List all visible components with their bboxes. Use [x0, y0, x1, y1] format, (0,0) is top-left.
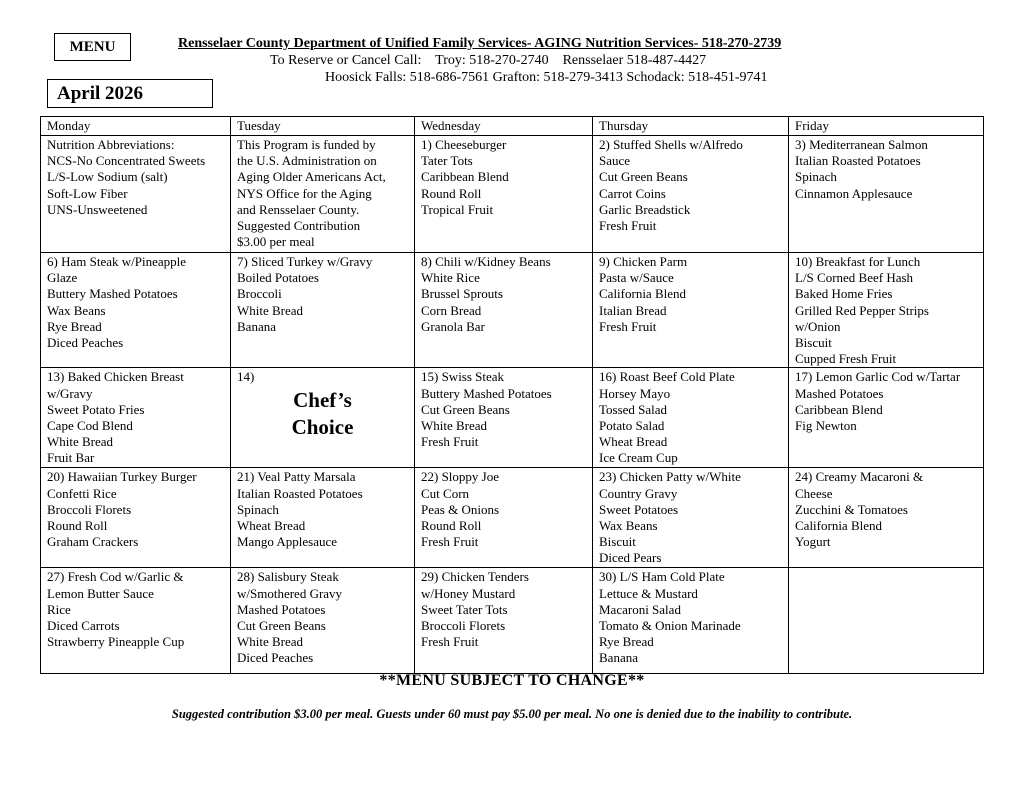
menu-entry-title: 27) Fresh Cod w/Garlic &: [47, 569, 184, 585]
day-cell: [41, 568, 231, 674]
week-row: [41, 368, 984, 468]
day-header: Tuesday: [231, 117, 415, 136]
menu-entry-title: 17) Lemon Garlic Cod w/Tartar: [795, 369, 961, 385]
menu-item: Diced Peaches: [47, 335, 124, 351]
menu-item: Soft-Low Fiber: [47, 185, 128, 201]
menu-item: Broccoli Florets: [421, 618, 506, 634]
contribution-footer: Suggested contribution $3.00 per meal. Guests under 60 must pay $5.00 per meal. No one is denied due to the inability to contribute.: [171, 707, 853, 721]
menu-item: Grilled Red Pepper Strips: [795, 302, 929, 318]
menu-item: Cape Cod Blend: [47, 418, 133, 434]
menu-item: Fresh Fruit: [421, 434, 479, 450]
day-cell: [41, 468, 231, 568]
menu-item: NYS Office for the Aging: [237, 185, 372, 201]
week-row: [41, 253, 984, 368]
menu-entry-title: 7) Sliced Turkey w/Gravy: [237, 254, 373, 269]
day-cell: [593, 136, 789, 253]
menu-item: w/Honey Mustard: [421, 585, 516, 601]
day-cell: [41, 253, 231, 368]
menu-item: Italian Bread: [599, 302, 667, 318]
menu-item: Potato Salad: [599, 418, 665, 434]
day-cell: [789, 568, 984, 674]
header-reserve-line: To Reserve or Cancel Call: Troy: 518-270-2740 Rensselaer 518-487-4427: [270, 53, 707, 68]
menu-item: Fig Newton: [795, 418, 857, 434]
menu-item: UNS-Unsweetened: [47, 201, 148, 217]
day-cell: [41, 368, 231, 468]
day-cell: [789, 136, 984, 253]
chefs-choice-label: Chef’s: [293, 387, 352, 412]
menu-item: Fruit Bar: [47, 450, 95, 466]
menu-item: w/Onion: [795, 318, 841, 334]
day-header: Thursday: [593, 117, 789, 136]
menu-item: w/Smothered Gravy: [237, 585, 343, 601]
menu-item: $3.00 per meal: [237, 234, 315, 250]
menu-item: California Blend: [599, 286, 687, 302]
menu-item: Baked Home Fries: [795, 286, 893, 302]
day-header: Friday: [789, 117, 984, 136]
menu-item: Fresh Fruit: [599, 318, 657, 334]
day-cell: [415, 468, 593, 568]
menu-item: Biscuit: [795, 335, 832, 351]
day-cell: [41, 136, 231, 253]
day-cell: [593, 368, 789, 468]
menu-item: the U.S. Administration on: [237, 153, 377, 169]
menu-item: Brussel Sprouts: [421, 286, 503, 302]
menu-item: Banana: [599, 650, 638, 666]
menu-item: Zucchini & Tomatoes: [795, 501, 908, 517]
day-cell: [231, 368, 415, 468]
menu-item: Fresh Fruit: [421, 534, 479, 550]
menu-entry-title: 30) L/S Ham Cold Plate: [599, 569, 725, 585]
menu-item: Caribbean Blend: [795, 401, 883, 417]
menu-item: White Bread: [421, 418, 488, 434]
day-cell: [415, 136, 593, 253]
menu-item: White Bread: [237, 634, 304, 650]
menu-item: Yogurt: [795, 534, 831, 550]
menu-item: Pasta w/Sauce: [599, 270, 674, 286]
menu-item: Country Gravy: [599, 485, 678, 501]
menu-entry-title: 16) Roast Beef Cold Plate: [599, 369, 735, 385]
menu-entry-title: 8) Chili w/Kidney Beans: [421, 254, 551, 269]
menu-entry-title: 6) Ham Steak w/Pineapple: [47, 254, 186, 269]
menu-entry-title: This Program is funded by: [237, 137, 376, 152]
menu-item: White Bread: [237, 302, 304, 318]
day-header: Monday: [41, 117, 231, 136]
menu-entry-title: 20) Hawaiian Turkey Burger: [47, 469, 197, 485]
menu-item: Lemon Butter Sauce: [47, 585, 154, 601]
menu-item: Cheese: [795, 485, 833, 501]
menu-item: Sweet Potato Fries: [47, 401, 145, 417]
menu-item: Diced Carrots: [47, 618, 120, 634]
menu-item: Aging Older Americans Act,: [237, 169, 386, 185]
month-title: April 2026: [47, 79, 213, 108]
menu-entry-title: 24) Creamy Macaroni &: [795, 469, 924, 485]
menu-calendar: [40, 116, 984, 674]
day-cell: [231, 136, 415, 253]
menu-item: Rye Bread: [47, 318, 102, 334]
menu-item: Cut Green Beans: [599, 169, 688, 185]
menu-entry-title: 29) Chicken Tenders: [421, 569, 529, 585]
menu-item: Spinach: [237, 501, 279, 517]
menu-item: Peas & Onions: [421, 501, 499, 517]
day-cell: [789, 253, 984, 368]
chefs-choice-label: Choice: [291, 414, 354, 439]
menu-item: Buttery Mashed Potatoes: [47, 286, 178, 302]
menu-item: Diced Pears: [599, 550, 662, 566]
menu-item: and Rensselaer County.: [237, 201, 360, 217]
menu-item: Cut Green Beans: [421, 401, 510, 417]
day-cell: [415, 368, 593, 468]
menu-entry-title: 15) Swiss Steak: [421, 369, 505, 385]
week-row: [41, 468, 984, 568]
menu-item: Garlic Breadstick: [599, 201, 691, 217]
menu-item: Round Roll: [421, 518, 482, 534]
menu-item: Ice Cream Cup: [599, 450, 678, 466]
menu-item: Tater Tots: [421, 153, 473, 169]
menu-item: Granola Bar: [421, 318, 485, 334]
menu-item: Wheat Bread: [237, 518, 306, 534]
menu-item: California Blend: [795, 518, 883, 534]
day-header-row: [41, 117, 984, 136]
menu-item: Lettuce & Mustard: [599, 585, 698, 601]
day-cell: [789, 368, 984, 468]
menu-entry-title: 23) Chicken Patty w/White: [599, 469, 741, 485]
menu-entry-title: Nutrition Abbreviations:: [47, 137, 175, 152]
menu-item: Tossed Salad: [599, 401, 668, 417]
day-cell: [593, 468, 789, 568]
day-header: Wednesday: [415, 117, 593, 136]
menu-item: Horsey Mayo: [599, 385, 671, 401]
menu-label: MENU: [54, 33, 131, 61]
menu-item: Mashed Potatoes: [237, 601, 326, 617]
menu-item: Strawberry Pineapple Cup: [47, 634, 185, 650]
day-cell: [593, 253, 789, 368]
menu-entry-title: 13) Baked Chicken Breast: [47, 369, 184, 385]
week-row: [41, 568, 984, 674]
menu-item: Wheat Bread: [599, 434, 668, 450]
menu-item: Banana: [237, 318, 276, 334]
menu-item: Round Roll: [47, 518, 108, 534]
menu-item: Wax Beans: [599, 518, 658, 534]
menu-item: Confetti Rice: [47, 485, 117, 501]
menu-item: Diced Peaches: [237, 650, 314, 666]
menu-item: Wax Beans: [47, 302, 106, 318]
menu-item: Tomato & Onion Marinade: [599, 618, 741, 634]
menu-item: Rye Bread: [599, 634, 654, 650]
day-cell: [593, 568, 789, 674]
menu-item: Broccoli Florets: [47, 501, 132, 517]
menu-item: Suggested Contribution: [237, 218, 361, 234]
menu-item: Cut Green Beans: [237, 618, 326, 634]
menu-item: Caribbean Blend: [421, 169, 509, 185]
menu-entry-title: 28) Salisbury Steak: [237, 569, 339, 585]
menu-item: Glaze: [47, 270, 78, 286]
header-locations-line: Hoosick Falls: 518-686-7561 Grafton: 518-279-3413 Schodack: 518-451-9741: [325, 70, 768, 85]
menu-item: Sauce: [599, 153, 631, 169]
menu-item: Cupped Fresh Fruit: [795, 351, 897, 367]
menu-item: Sweet Potatoes: [599, 501, 679, 517]
menu-item: Mashed Potatoes: [795, 385, 884, 401]
menu-item: Carrot Coins: [599, 185, 666, 201]
menu-item: Boiled Potatoes: [237, 270, 319, 286]
menu-subject-to-change: **MENU SUBJECT TO CHANGE**: [379, 672, 645, 689]
menu-item: Macaroni Salad: [599, 601, 681, 617]
menu-item: Cut Corn: [421, 485, 470, 501]
menu-item: w/Gravy: [47, 385, 93, 401]
menu-item: Tropical Fruit: [421, 201, 494, 217]
day-cell: [789, 468, 984, 568]
day-cell: [415, 253, 593, 368]
menu-item: Italian Roasted Potatoes: [795, 153, 921, 169]
menu-entry-title: 21) Veal Patty Marsala: [237, 469, 356, 485]
menu-item: Spinach: [795, 169, 837, 185]
menu-item: L/S Corned Beef Hash: [795, 270, 914, 286]
menu-item: White Bread: [47, 434, 114, 450]
week-row: [41, 136, 984, 253]
menu-item: Fresh Fruit: [421, 634, 479, 650]
menu-item: L/S-Low Sodium (salt): [47, 169, 168, 185]
menu-entry-title: 1) Cheeseburger: [421, 137, 507, 152]
menu-item: Graham Crackers: [47, 534, 139, 550]
day-cell: [231, 468, 415, 568]
menu-entry-title: 3) Mediterranean Salmon: [795, 137, 928, 152]
day-cell: [231, 253, 415, 368]
day-cell: [231, 568, 415, 674]
menu-item: Corn Bread: [421, 302, 482, 318]
menu-item: Sweet Tater Tots: [421, 601, 508, 617]
menu-item: Fresh Fruit: [599, 218, 657, 234]
menu-item: Biscuit: [599, 534, 636, 550]
menu-item: Cinnamon Applesauce: [795, 185, 913, 201]
menu-entry-title: 14): [237, 369, 255, 385]
menu-item: Mango Applesauce: [237, 534, 338, 550]
menu-entry-title: 9) Chicken Parm: [599, 254, 688, 269]
day-cell: [415, 568, 593, 674]
menu-item: Broccoli: [237, 286, 282, 302]
menu-entry-title: 2) Stuffed Shells w/Alfredo: [599, 137, 743, 152]
menu-item: Round Roll: [421, 185, 482, 201]
header-title: Rensselaer County Department of Unified Family Services- AGING Nutrition Services- 518-270-2739: [178, 36, 782, 51]
menu-entry-title: 22) Sloppy Joe: [421, 469, 499, 485]
menu-item: White Rice: [421, 270, 480, 286]
menu-entry-title: 10) Breakfast for Lunch: [795, 254, 921, 269]
menu-item: Buttery Mashed Potatoes: [421, 385, 552, 401]
menu-item: Rice: [47, 601, 71, 617]
menu-item: Italian Roasted Potatoes: [237, 485, 363, 501]
menu-item: NCS-No Concentrated Sweets: [47, 153, 206, 169]
